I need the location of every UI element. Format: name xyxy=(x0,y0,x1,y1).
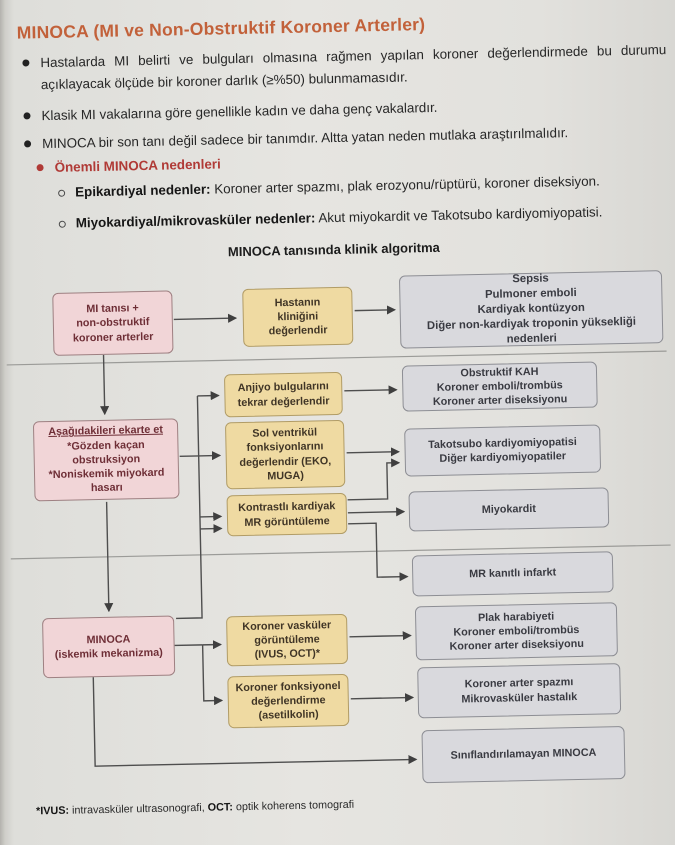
algorithm-title: MINOCA tanısında klinik algoritma xyxy=(227,239,440,260)
page-title: MINOCA (MI ve Non-Obstruktif Koroner Arterler) xyxy=(16,14,426,43)
flowchart-box-lv-function: Sol ventrikül fonksiyonlarını değerlendir (EKO, MUGA) xyxy=(225,420,345,489)
footnote xyxy=(36,792,656,817)
sub-bullet-text: Akut miyokardit ve Takotsubo kardiyomiyopatisi. xyxy=(315,204,603,226)
flowchart-box-mi-diagnosis: MI tanısı + non-obstruktif koroner arterler xyxy=(52,290,173,355)
flowchart-box-rule-out xyxy=(33,418,180,501)
footnote-oct-text: optik koherens tomografi xyxy=(232,798,355,814)
sub-bullet-lead: Miyokardiyal/mikrovasküler nedenler: xyxy=(75,210,316,231)
bullet-icon xyxy=(37,164,44,171)
flowchart-box-minoca-ischemic: MINOCA (iskemik mekanizma) xyxy=(42,615,175,678)
flowchart-box-plaque-disruption: Plak harabiyeti Koroner emboli/trombüs Koroner arter diseksiyonu xyxy=(415,602,618,660)
flowchart-box-sepsis-causes: Sepsis Pulmoner emboli Kardiyak kontüzyon Diğer non-kardiyak troponin yüksekliği nedenleri xyxy=(399,270,663,348)
bullet-icon xyxy=(22,59,29,66)
footnote-oct-label: OCT: xyxy=(207,801,234,814)
footnote-ivus-text: intravasküler ultrasonografi, xyxy=(68,801,208,817)
flowchart-box-coronary-functional-assessment: Koroner fonksiyonel değerlendirme (asetilkolin) xyxy=(227,674,349,729)
bullet-icon xyxy=(23,112,30,119)
flowchart-box-takotsubo: Takotsubo kardiyomiyopatisi Diğer kardiyomiyopatiler xyxy=(404,425,601,477)
flowchart-box-cardiac-mr: Kontrastlı kardiyak MR görüntüleme xyxy=(227,493,348,537)
bullet-text: Önemli MINOCA nedenleri xyxy=(54,156,221,175)
bullet-text: Klasik MI vakalarına göre genellikle kadın ve daha genç vakalardır. xyxy=(41,99,438,124)
flowchart-box-unclassified-minoca: Sınıflandırılamayan MINOCA xyxy=(421,726,625,783)
flowchart-box-mr-proven-infarct: MR kanıtlı infarkt xyxy=(412,551,614,596)
sub-bullet-lead: Epikardiyal nedenler: xyxy=(74,181,211,200)
sub-bullet-text: Koroner arter spazmı, plak erozyonu/rüptürü, koroner diseksiyon. xyxy=(210,173,600,197)
circle-bullet-icon xyxy=(59,221,66,228)
rule-out-body: *Gözden kaçan obstruksiyon *Noniskemik miyokard hasarı xyxy=(48,438,165,495)
flowchart-box-obstructive-cad: Obstruktif KAH Koroner emboli/trombüs Koroner arter diseksiyonu xyxy=(402,362,598,412)
bullet-text: MINOCA bir son tanı değil sadece bir tanımdır. Altta yatan neden mutlaka araştırılmalıdır. xyxy=(41,125,569,152)
flowchart-box-coronary-spasm: Koroner arter spazmı Mikrovasküler hastalık xyxy=(417,663,621,718)
flowchart-box-evaluate-clinic: Hastanın kliniğini değerlendir xyxy=(242,287,353,347)
rule-out-title: Aşağıdakileri ekarte et xyxy=(48,424,164,439)
flowchart-box-coronary-vascular-imaging: Koroner vasküler görüntüleme (IVUS, OCT)* xyxy=(226,614,348,667)
bullet-item xyxy=(20,39,667,97)
footnote-ivus-label: *IVUS: xyxy=(35,804,70,818)
circle-bullet-icon xyxy=(58,190,65,197)
sub-bullet-item xyxy=(58,201,675,234)
flowchart-box-myocarditis: Miyokardit xyxy=(408,487,609,531)
bullet-icon xyxy=(24,140,31,147)
flowchart-box-angio-reassess: Anjiyo bulgularını tekrar değerlendir xyxy=(224,372,343,417)
bullet-text: Hastalarda MI belirti ve bulguları olmasına rağmen yapılan koroner değerlendirmede bu durumu açıklayacak ölçüde bir koroner darlık (≥%50) bulunmamasıdır. xyxy=(40,42,667,93)
